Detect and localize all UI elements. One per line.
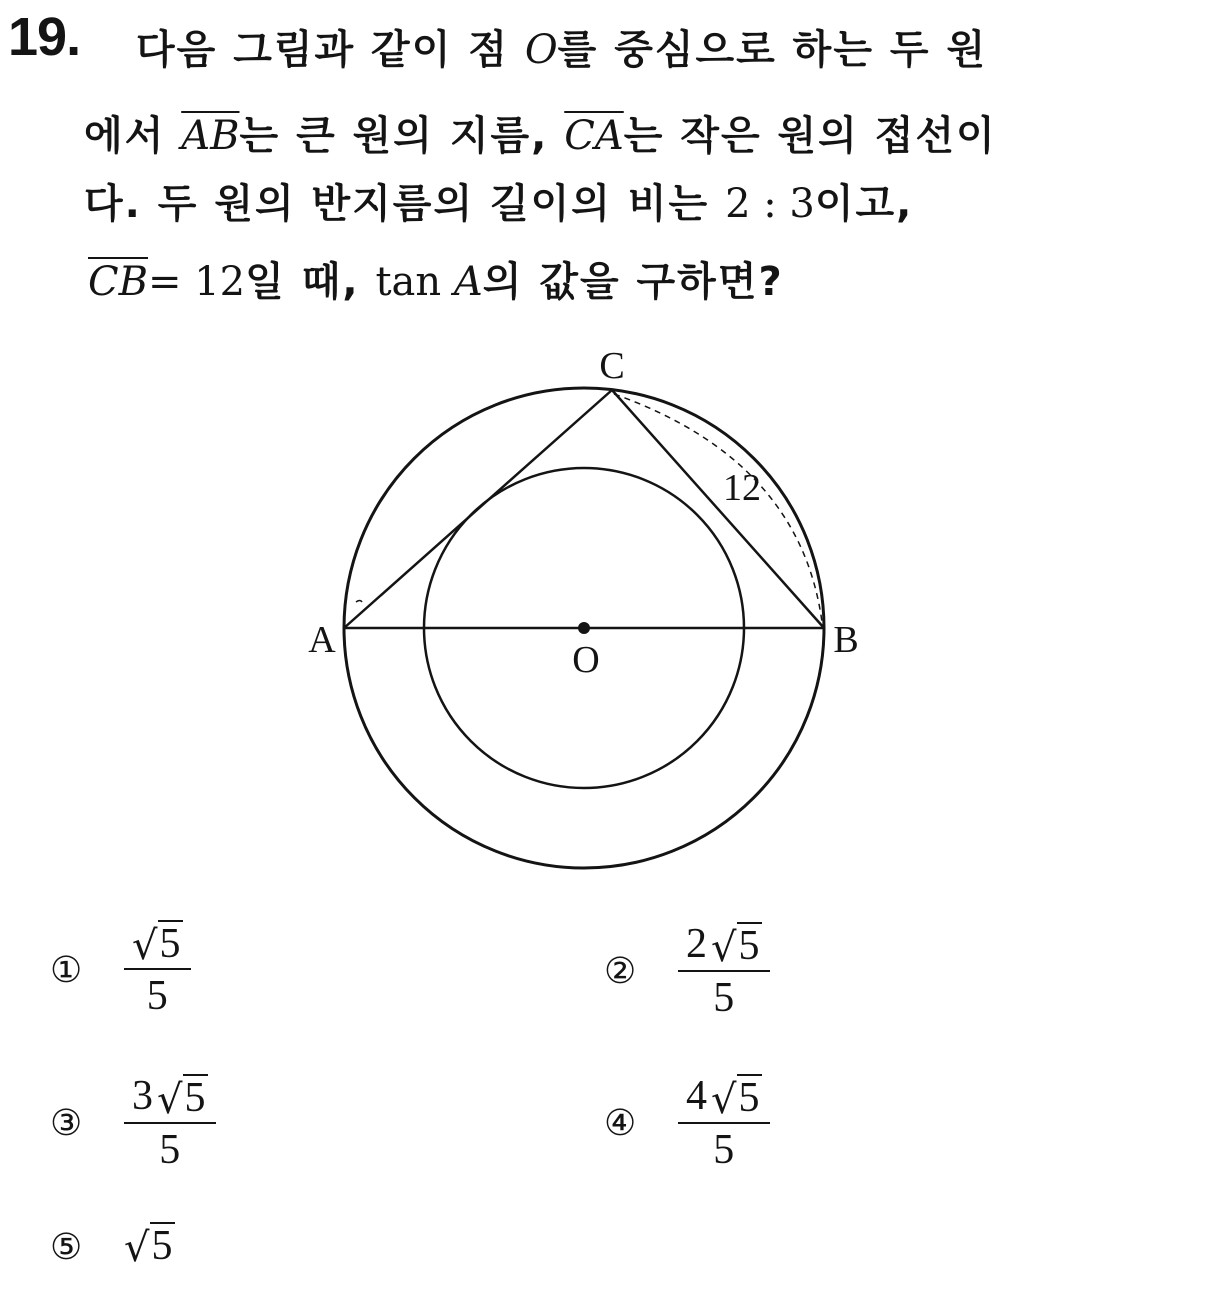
question-text: 다음 그림과 같이 점 — [136, 27, 525, 73]
question-text: 에서 — [84, 113, 182, 159]
angle-a-symbol: A — [453, 259, 483, 305]
coefficient: 2 — [686, 921, 707, 967]
choice-5-value — [124, 1222, 175, 1272]
point-o-symbol: O — [524, 27, 558, 73]
radicand: 5 — [184, 1074, 206, 1121]
radical-sign-icon: √ — [157, 1077, 183, 1123]
square-root — [157, 1074, 208, 1123]
fraction-numerator — [678, 1072, 770, 1124]
question-line-1 — [136, 18, 987, 75]
label-b: B — [833, 619, 859, 661]
choice-4-marker: ④ — [604, 1102, 637, 1144]
segment-ca-symbol: $\overline{CA}$ — [564, 113, 624, 159]
question-text: 다. 두 원의 반지름의 길이의 비는 — [84, 181, 726, 227]
coefficient: 4 — [686, 1073, 707, 1119]
choice-3-marker: ③ — [50, 1102, 83, 1144]
question-text: 는 작은 원의 접선이 — [623, 113, 997, 159]
fraction-numerator — [124, 1072, 216, 1124]
fraction-numerator — [124, 920, 191, 970]
radical-sign-icon: √ — [711, 1077, 737, 1123]
label-length-12: 12 — [723, 467, 761, 509]
radical-sign-icon: √ — [132, 923, 158, 970]
choice-2[interactable] — [604, 920, 770, 1022]
choice-3[interactable] — [50, 1072, 216, 1174]
choice-3-fraction — [124, 1072, 216, 1174]
question-text: 일 때, — [245, 259, 376, 305]
segment-ca — [344, 390, 612, 628]
geometry-figure — [290, 340, 890, 880]
choice-5[interactable] — [50, 1222, 175, 1272]
fraction-denominator: 5 — [713, 975, 735, 1021]
ratio-value: 2 : 3 — [725, 181, 815, 227]
radicand: 5 — [738, 922, 760, 969]
tan-function: tan — [375, 259, 454, 305]
question-number: 19. — [8, 7, 81, 67]
fraction-denominator: 5 — [146, 973, 168, 1020]
choice-2-marker: ② — [604, 950, 637, 992]
radicand: 5 — [151, 1223, 173, 1269]
choice-4-fraction — [678, 1072, 770, 1174]
square-root — [132, 920, 183, 970]
square-root — [711, 922, 762, 971]
question-line-2 — [84, 104, 997, 161]
cb-length: = 12 — [148, 259, 246, 305]
question-text: 의 값을 구하면? — [482, 259, 784, 305]
fraction-denominator: 5 — [159, 1127, 181, 1173]
radicand: 5 — [159, 921, 181, 967]
radical-sign-icon: √ — [124, 1225, 150, 1272]
question-line-4 — [88, 250, 784, 307]
label-o: O — [572, 639, 600, 681]
choice-1[interactable] — [50, 920, 191, 1020]
square-root — [711, 1074, 762, 1123]
radical-sign-icon: √ — [711, 925, 737, 971]
question-text: 를 중심으로 하는 두 원 — [557, 27, 988, 73]
choice-2-fraction — [678, 920, 770, 1022]
square-root — [124, 1222, 175, 1272]
angle-a-mark — [356, 601, 362, 603]
center-point-o — [578, 622, 590, 634]
question-line-3 — [84, 172, 913, 229]
choice-1-fraction — [124, 920, 191, 1020]
choice-5-marker: ⑤ — [50, 1226, 83, 1268]
label-c: C — [599, 345, 625, 387]
fraction-denominator: 5 — [713, 1127, 735, 1173]
fraction-numerator — [678, 920, 770, 972]
coefficient: 3 — [132, 1073, 153, 1119]
question-text: 는 큰 원의 지름, — [239, 113, 565, 159]
label-a: A — [308, 619, 336, 661]
choice-1-marker: ① — [50, 949, 83, 991]
segment-ab-symbol: $\overline{AB}$ — [181, 113, 240, 159]
radicand: 5 — [738, 1074, 760, 1121]
question-text: 이고, — [814, 181, 914, 227]
choice-4[interactable] — [604, 1072, 770, 1174]
segment-cb-symbol: $\overline{CB}$ — [88, 259, 148, 305]
